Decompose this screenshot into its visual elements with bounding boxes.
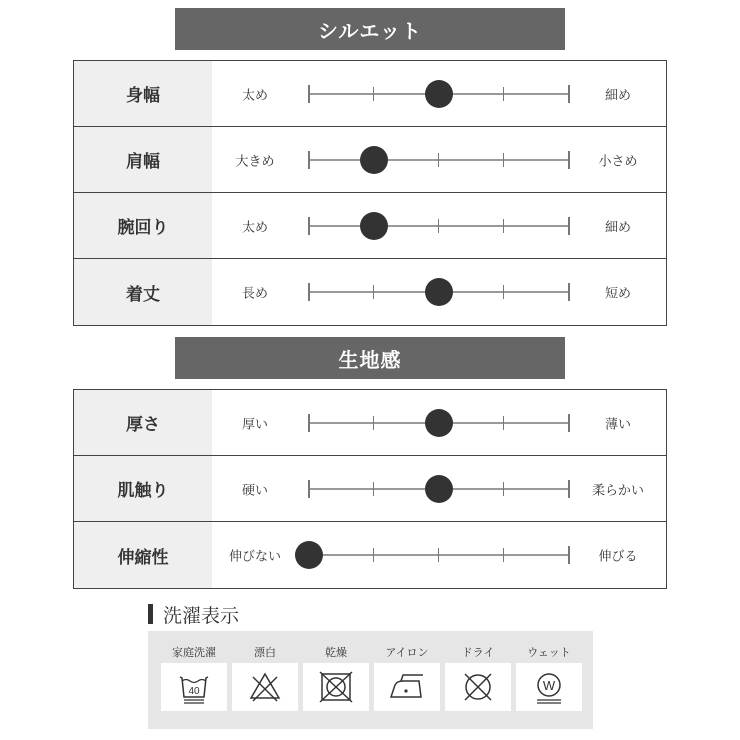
care-label: アイロン	[385, 646, 429, 659]
row-label: 厚さ	[74, 390, 212, 455]
scale-tick	[503, 482, 504, 496]
title-bar-icon	[148, 604, 153, 624]
right-label: 柔らかい	[591, 483, 644, 498]
right-label: 細め	[604, 88, 631, 103]
silhouette-table	[73, 60, 667, 326]
no-tumble-dry-icon	[318, 669, 354, 705]
scale-tick	[438, 548, 439, 562]
right-label: 薄い	[604, 417, 631, 432]
fabric-row-thickness	[74, 390, 666, 456]
row-label: 肌触り	[74, 456, 212, 521]
scale-tick	[373, 285, 374, 299]
scale-tick	[503, 219, 504, 233]
left-label: 長め	[241, 286, 268, 302]
row-scale-area	[212, 390, 666, 455]
scale-line	[309, 225, 569, 227]
care-symbol-box	[161, 663, 227, 711]
fabric-row-texture	[74, 456, 666, 522]
silhouette-row-shoulder-width	[74, 127, 666, 193]
care-symbol-box	[303, 663, 369, 711]
rating-dot	[425, 80, 453, 108]
row-label: 身幅	[74, 61, 212, 126]
rating-scale	[309, 548, 569, 562]
scale-tick	[503, 416, 504, 430]
care-panel	[148, 631, 593, 729]
right-label: 小さめ	[598, 154, 638, 169]
care-symbol-box	[374, 663, 440, 711]
row-scale-area	[212, 61, 666, 126]
iron-low-icon	[387, 669, 427, 705]
rating-scale	[309, 285, 569, 299]
row-scale-area	[212, 456, 666, 521]
fabric-row-stretch	[74, 522, 666, 588]
care-label: 漂白	[254, 646, 276, 659]
rating-scale	[309, 219, 569, 233]
wash-temp-text: 40	[188, 686, 200, 697]
scale-tick	[503, 285, 504, 299]
left-label: 太め	[241, 220, 268, 235]
care-label: ウェット	[527, 646, 571, 659]
right-label: 短め	[604, 286, 631, 302]
care-title	[148, 602, 239, 626]
scale-tick	[373, 548, 374, 562]
rating-dot	[425, 409, 453, 437]
care-title-text: 洗濯表示	[163, 604, 240, 627]
silhouette-row-arm	[74, 193, 666, 259]
row-scale-area	[212, 259, 666, 325]
fabric-title: 生地感	[338, 347, 402, 372]
scale-line	[309, 554, 569, 556]
fabric-table	[73, 389, 667, 589]
rating-dot	[425, 278, 453, 306]
silhouette-row-body-width	[74, 61, 666, 127]
scale-tick	[373, 416, 374, 430]
care-label: 家庭洗濯	[172, 646, 216, 659]
rating-scale	[309, 416, 569, 430]
row-label: 肩幅	[74, 127, 212, 192]
no-dry-clean-icon	[460, 669, 496, 705]
left-label: 太め	[241, 88, 268, 103]
left-label: 伸びない	[228, 549, 281, 565]
left-label: 硬い	[241, 483, 268, 498]
row-scale-area	[212, 522, 666, 588]
row-scale-area	[212, 193, 666, 258]
left-label: 大きめ	[235, 154, 275, 169]
scale-tick	[503, 548, 504, 562]
silhouette-row-length	[74, 259, 666, 325]
fabric-header	[175, 337, 565, 379]
scale-line	[309, 159, 569, 161]
row-label: 腕回り	[74, 193, 212, 258]
scale-tick	[308, 414, 310, 432]
scale-tick	[308, 480, 310, 498]
silhouette-header	[175, 8, 565, 50]
wet-clean-icon	[531, 669, 567, 705]
rating-scale	[309, 87, 569, 101]
scale-tick	[308, 151, 310, 169]
care-symbol-box	[445, 663, 511, 711]
scale-tick	[308, 217, 310, 235]
scale-tick	[438, 219, 439, 233]
scale-tick	[503, 153, 504, 167]
care-label: ドライ	[461, 646, 495, 659]
silhouette-title: シルエット	[317, 18, 423, 43]
wet-clean-letter: W	[542, 678, 556, 693]
scale-tick	[438, 153, 439, 167]
wash-tub-40-icon	[176, 669, 212, 705]
care-symbol-box	[232, 663, 298, 711]
rating-dot	[360, 146, 388, 174]
scale-tick	[503, 87, 504, 101]
row-label: 着丈	[74, 259, 212, 325]
care-symbol-box	[516, 663, 582, 711]
rating-dot	[360, 212, 388, 240]
row-scale-area	[212, 127, 666, 192]
rating-dot	[425, 475, 453, 503]
rating-scale	[309, 153, 569, 167]
right-label: 伸びる	[598, 549, 638, 565]
rating-scale	[309, 482, 569, 496]
rating-dot	[295, 541, 323, 569]
no-bleach-icon	[247, 669, 283, 705]
care-label: 乾燥	[325, 646, 347, 659]
scale-tick	[373, 482, 374, 496]
row-label: 伸縮性	[74, 522, 212, 588]
scale-tick	[308, 283, 310, 301]
left-label: 厚い	[241, 417, 268, 432]
right-label: 細め	[604, 220, 631, 235]
scale-tick	[308, 85, 310, 103]
scale-tick	[373, 87, 374, 101]
